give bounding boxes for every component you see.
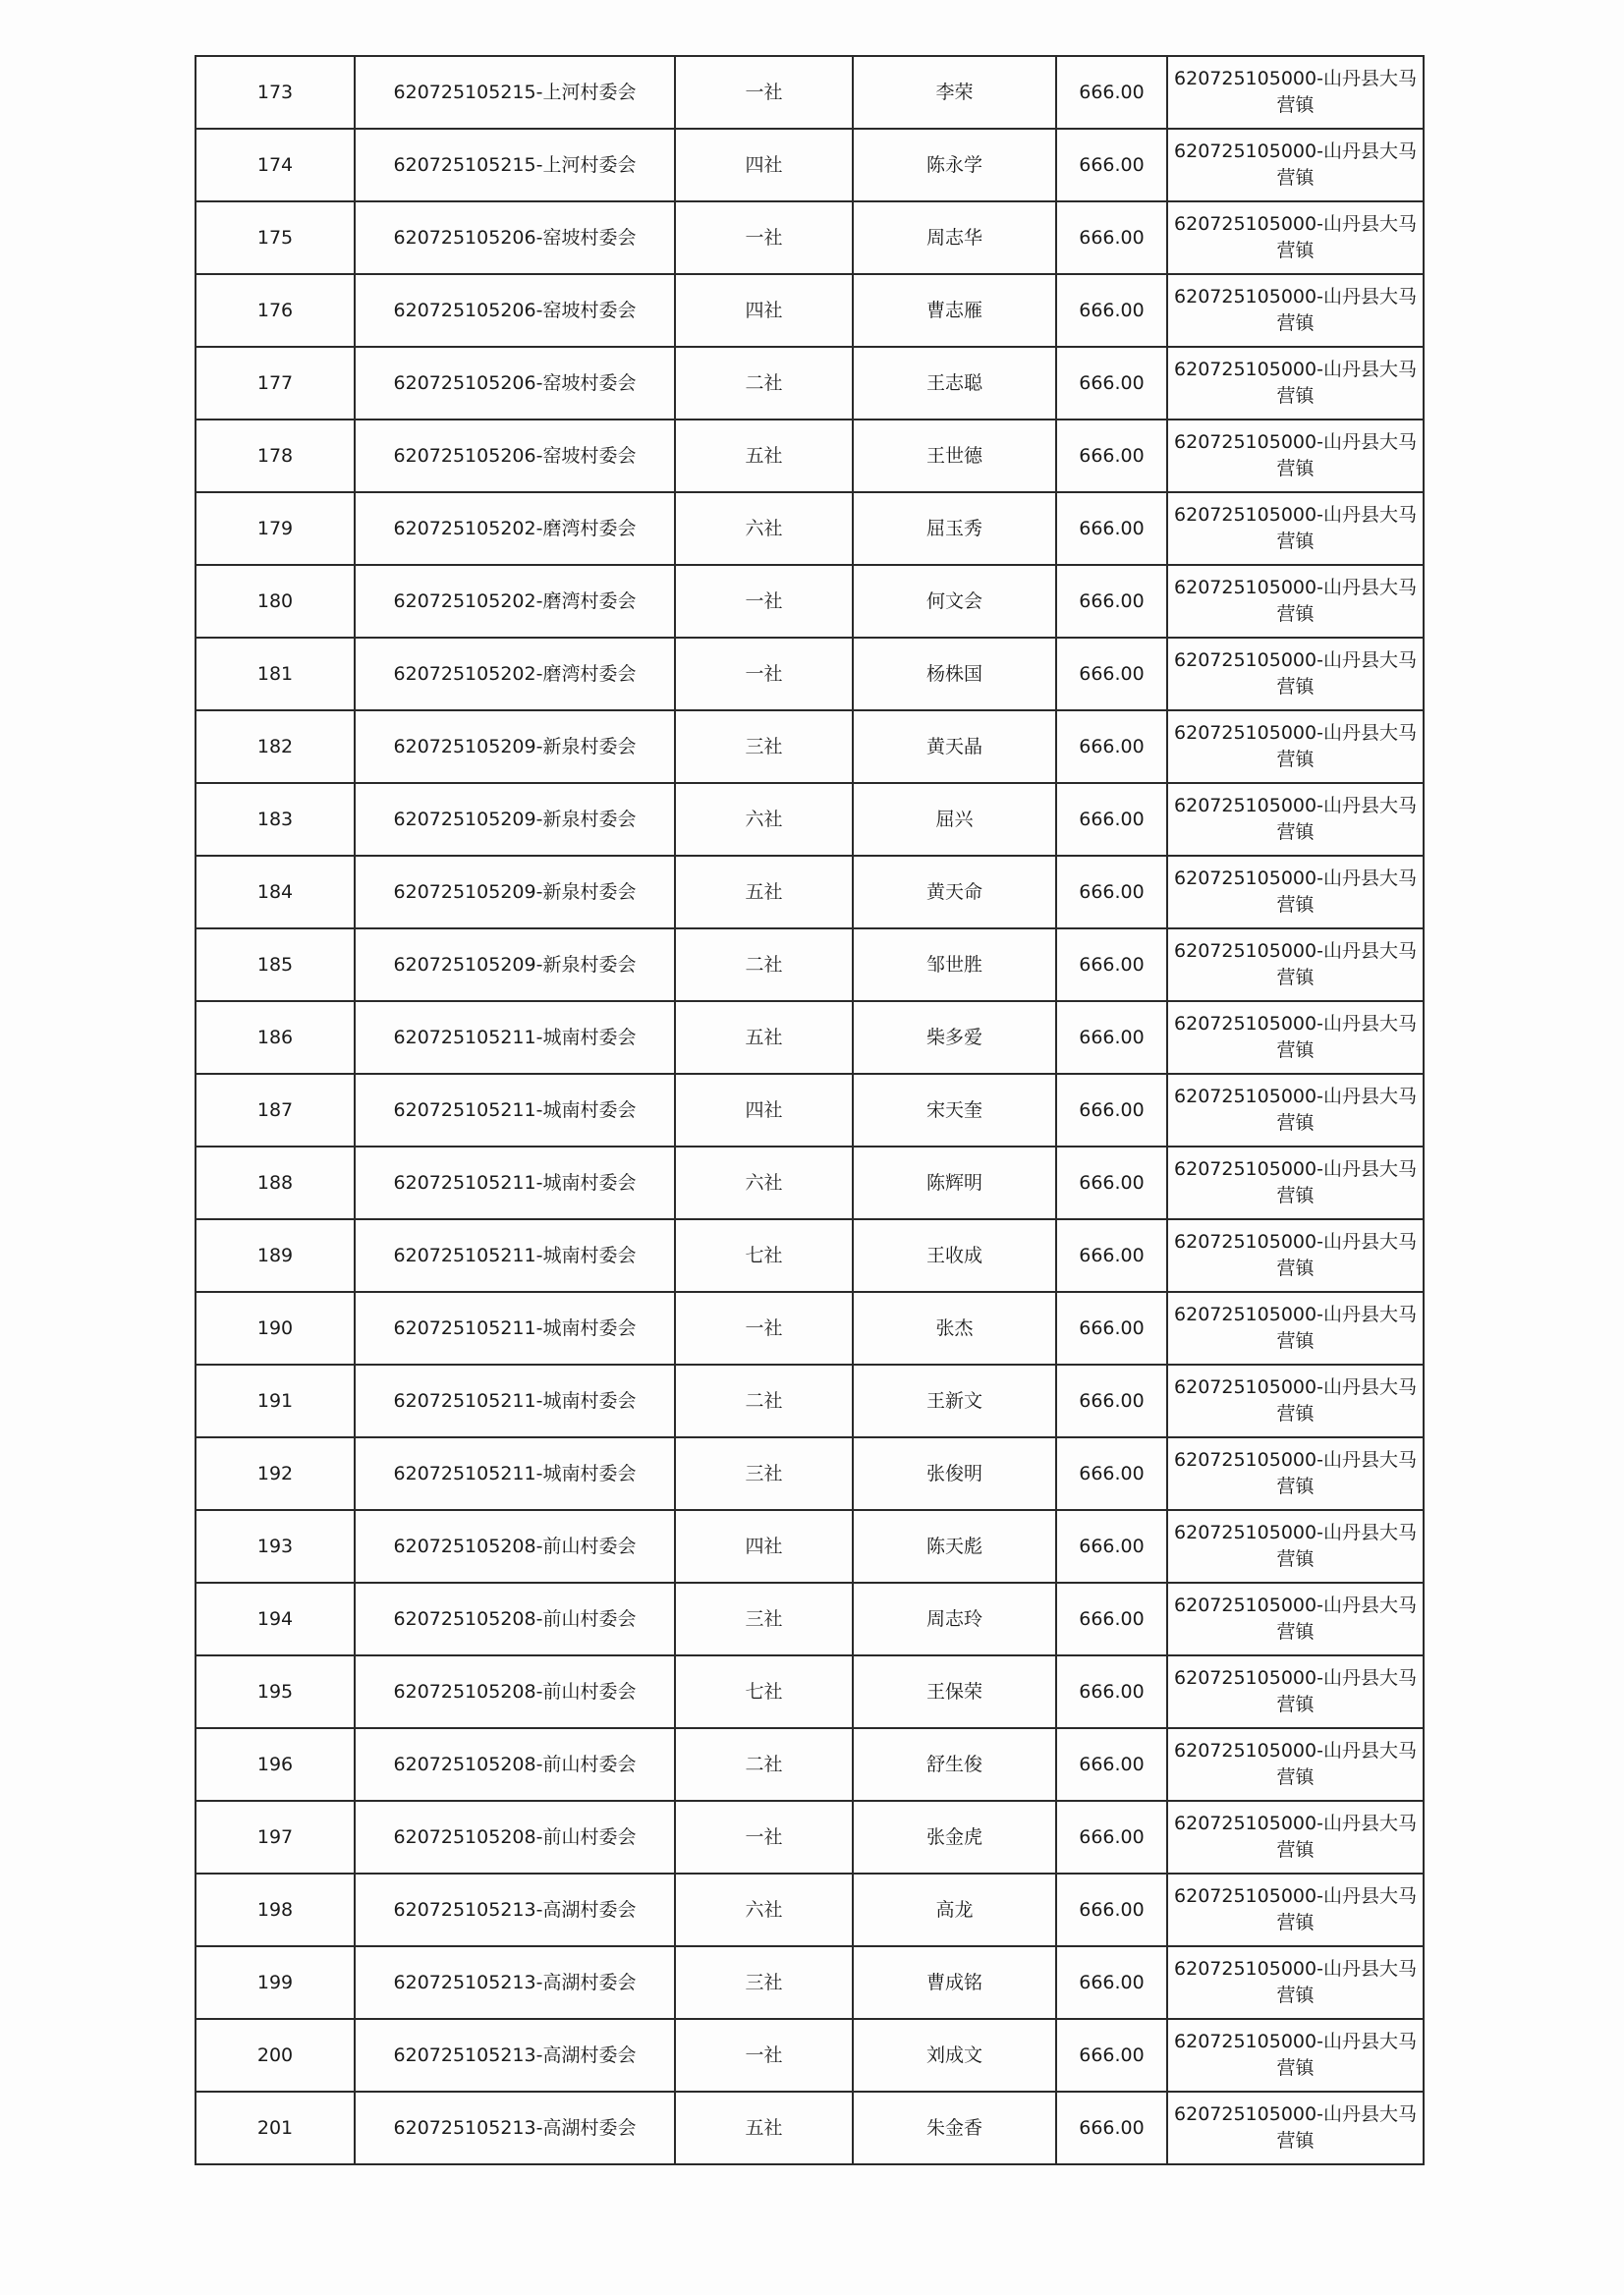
village-committee-cell: 620725105208-前山村委会 [355,1510,675,1583]
table-row [196,710,1424,783]
village-group-cell: 一社 [675,1292,853,1365]
amount-cell: 666.00 [1056,1147,1167,1219]
village-group-cell: 四社 [675,1074,853,1147]
row-number-cell: 200 [196,2019,355,2092]
township-code-line: 620725105000-山丹县大马 [1174,359,1417,380]
row-number-cell: 197 [196,1801,355,1874]
village-committee-cell: 620725105202-磨湾村委会 [355,492,675,565]
village-committee-cell: 620725105209-新泉村委会 [355,928,675,1001]
township-cell [1167,783,1424,856]
amount-cell: 666.00 [1056,1801,1167,1874]
township-code-line: 620725105000-山丹县大马 [1174,2031,1417,2052]
amount-cell: 666.00 [1056,856,1167,928]
village-committee-cell: 620725105206-窑坡村委会 [355,347,675,420]
township-code-line: 620725105000-山丹县大马 [1174,1667,1417,1689]
township-code-line: 620725105000-山丹县大马 [1174,577,1417,598]
amount-cell: 666.00 [1056,129,1167,201]
table-row [196,1365,1424,1437]
village-committee-cell: 620725105206-窑坡村委会 [355,420,675,492]
township-code-line: 620725105000-山丹县大马 [1174,68,1417,89]
row-number-cell: 184 [196,856,355,928]
village-group-cell: 五社 [675,856,853,928]
row-number-cell: 191 [196,1365,355,1437]
amount-cell: 666.00 [1056,420,1167,492]
village-group-cell: 一社 [675,2019,853,2092]
village-committee-cell: 620725105208-前山村委会 [355,1728,675,1801]
amount-cell: 666.00 [1056,1874,1167,1946]
township-code-line: 620725105000-山丹县大马 [1174,1958,1417,1980]
township-code-line: 620725105000-山丹县大马 [1174,2103,1417,2125]
amount-cell: 666.00 [1056,2092,1167,2164]
village-group-cell: 二社 [675,1728,853,1801]
row-number-cell: 190 [196,1292,355,1365]
person-name-cell: 陈辉明 [853,1147,1056,1219]
village-group-cell: 一社 [675,565,853,638]
table-row [196,1437,1424,1510]
township-suffix-line: 营镇 [1276,1476,1315,1497]
row-number-cell: 195 [196,1655,355,1728]
village-group-cell: 五社 [675,2092,853,2164]
township-suffix-line: 营镇 [1276,1258,1315,1279]
person-name-cell: 何文会 [853,565,1056,638]
table-row [196,1946,1424,2019]
table-row [196,347,1424,420]
village-committee-cell: 620725105209-新泉村委会 [355,710,675,783]
township-cell [1167,1001,1424,1074]
row-number-cell: 199 [196,1946,355,2019]
village-committee-cell: 620725105211-城南村委会 [355,1074,675,1147]
township-code-line: 620725105000-山丹县大马 [1174,1376,1417,1398]
township-code-line: 620725105000-山丹县大马 [1174,1231,1417,1253]
village-group-cell: 三社 [675,710,853,783]
township-code-line: 620725105000-山丹县大马 [1174,1740,1417,1762]
village-group-cell: 六社 [675,492,853,565]
village-committee-cell: 620725105208-前山村委会 [355,1801,675,1874]
village-committee-cell: 620725105202-磨湾村委会 [355,638,675,710]
table-row [196,56,1424,129]
village-committee-cell: 620725105208-前山村委会 [355,1655,675,1728]
table-row [196,274,1424,347]
table-row [196,492,1424,565]
table-row [196,856,1424,928]
township-suffix-line: 营镇 [1276,1839,1315,1861]
township-suffix-line: 营镇 [1276,1912,1315,1933]
township-suffix-line: 营镇 [1276,531,1315,552]
township-code-line: 620725105000-山丹县大马 [1174,431,1417,453]
village-committee-cell: 620725105213-高湖村委会 [355,2092,675,2164]
amount-cell: 666.00 [1056,1074,1167,1147]
row-number-cell: 174 [196,129,355,201]
township-code-line: 620725105000-山丹县大马 [1174,1449,1417,1471]
village-group-cell: 二社 [675,1365,853,1437]
township-suffix-line: 营镇 [1276,2057,1315,2079]
person-name-cell: 周志玲 [853,1583,1056,1655]
township-suffix-line: 营镇 [1276,1112,1315,1134]
person-name-cell: 杨株国 [853,638,1056,710]
row-number-cell: 189 [196,1219,355,1292]
village-committee-cell: 620725105211-城南村委会 [355,1219,675,1292]
village-group-cell: 三社 [675,1437,853,1510]
person-name-cell: 宋天奎 [853,1074,1056,1147]
village-committee-cell: 620725105206-窑坡村委会 [355,201,675,274]
roster-table-body [196,56,1424,2164]
amount-cell: 666.00 [1056,492,1167,565]
township-code-line: 620725105000-山丹县大马 [1174,286,1417,308]
village-group-cell: 六社 [675,1147,853,1219]
table-row [196,420,1424,492]
township-suffix-line: 营镇 [1276,1330,1315,1352]
table-row [196,928,1424,1001]
person-name-cell: 柴多爱 [853,1001,1056,1074]
village-group-cell: 六社 [675,783,853,856]
village-group-cell: 三社 [675,1583,853,1655]
person-name-cell: 张金虎 [853,1801,1056,1874]
table-row [196,1001,1424,1074]
township-cell [1167,347,1424,420]
person-name-cell: 王志聪 [853,347,1056,420]
person-name-cell: 曹成铭 [853,1946,1056,2019]
amount-cell: 666.00 [1056,2019,1167,2092]
person-name-cell: 王世德 [853,420,1056,492]
village-group-cell: 一社 [675,56,853,129]
township-code-line: 620725105000-山丹县大马 [1174,140,1417,162]
township-cell [1167,1437,1424,1510]
row-number-cell: 194 [196,1583,355,1655]
table-row [196,1510,1424,1583]
amount-cell: 666.00 [1056,1728,1167,1801]
township-code-line: 620725105000-山丹县大马 [1174,1813,1417,1834]
township-code-line: 620725105000-山丹县大马 [1174,868,1417,889]
person-name-cell: 周志华 [853,201,1056,274]
person-name-cell: 屈兴 [853,783,1056,856]
row-number-cell: 198 [196,1874,355,1946]
table-row [196,1728,1424,1801]
township-suffix-line: 营镇 [1276,458,1315,479]
village-committee-cell: 620725105209-新泉村委会 [355,856,675,928]
person-name-cell: 邹世胜 [853,928,1056,1001]
village-committee-cell: 620725105213-高湖村委会 [355,2019,675,2092]
township-code-line: 620725105000-山丹县大马 [1174,722,1417,744]
table-row [196,2019,1424,2092]
amount-cell: 666.00 [1056,1583,1167,1655]
amount-cell: 666.00 [1056,347,1167,420]
township-suffix-line: 营镇 [1276,749,1315,770]
row-number-cell: 186 [196,1001,355,1074]
village-group-cell: 一社 [675,638,853,710]
village-committee-cell: 620725105215-上河村委会 [355,56,675,129]
township-suffix-line: 营镇 [1276,894,1315,916]
row-number-cell: 179 [196,492,355,565]
amount-cell: 666.00 [1056,565,1167,638]
village-group-cell: 五社 [675,420,853,492]
row-number-cell: 175 [196,201,355,274]
table-row [196,129,1424,201]
township-code-line: 620725105000-山丹县大马 [1174,1522,1417,1543]
township-suffix-line: 营镇 [1276,94,1315,116]
subsidy-roster-table [195,55,1425,2165]
row-number-cell: 185 [196,928,355,1001]
village-committee-cell: 620725105213-高湖村委会 [355,1874,675,1946]
village-group-cell: 四社 [675,274,853,347]
township-code-line: 620725105000-山丹县大马 [1174,1013,1417,1035]
table-row [196,1583,1424,1655]
person-name-cell: 舒生俊 [853,1728,1056,1801]
amount-cell: 666.00 [1056,1365,1167,1437]
table-row [196,783,1424,856]
row-number-cell: 182 [196,710,355,783]
amount-cell: 666.00 [1056,56,1167,129]
township-cell [1167,129,1424,201]
township-cell [1167,1292,1424,1365]
table-row [196,1147,1424,1219]
person-name-cell: 刘成文 [853,2019,1056,2092]
village-group-cell: 三社 [675,1946,853,2019]
amount-cell: 666.00 [1056,1655,1167,1728]
row-number-cell: 178 [196,420,355,492]
township-code-line: 620725105000-山丹县大马 [1174,795,1417,816]
township-suffix-line: 营镇 [1276,676,1315,698]
township-code-line: 620725105000-山丹县大马 [1174,1885,1417,1907]
township-cell [1167,56,1424,129]
village-group-cell: 四社 [675,1510,853,1583]
township-code-line: 620725105000-山丹县大马 [1174,504,1417,526]
township-cell [1167,1801,1424,1874]
township-cell [1167,274,1424,347]
township-suffix-line: 营镇 [1276,967,1315,988]
person-name-cell: 黄天命 [853,856,1056,928]
township-code-line: 620725105000-山丹县大马 [1174,1086,1417,1107]
township-suffix-line: 营镇 [1276,603,1315,625]
township-cell [1167,856,1424,928]
table-row [196,565,1424,638]
township-code-line: 620725105000-山丹县大马 [1174,1158,1417,1180]
township-cell [1167,1874,1424,1946]
row-number-cell: 192 [196,1437,355,1510]
village-group-cell: 二社 [675,347,853,420]
table-row [196,1292,1424,1365]
village-committee-cell: 620725105208-前山村委会 [355,1583,675,1655]
township-code-line: 620725105000-山丹县大马 [1174,1595,1417,1616]
township-suffix-line: 营镇 [1276,312,1315,334]
township-code-line: 620725105000-山丹县大马 [1174,213,1417,235]
row-number-cell: 193 [196,1510,355,1583]
township-cell [1167,1510,1424,1583]
table-row [196,201,1424,274]
township-suffix-line: 营镇 [1276,1985,1315,2006]
township-code-line: 620725105000-山丹县大马 [1174,1304,1417,1325]
township-suffix-line: 营镇 [1276,240,1315,261]
village-group-cell: 二社 [675,928,853,1001]
row-number-cell: 177 [196,347,355,420]
person-name-cell: 陈天彪 [853,1510,1056,1583]
village-committee-cell: 620725105202-磨湾村委会 [355,565,675,638]
township-cell [1167,201,1424,274]
person-name-cell: 朱金香 [853,2092,1056,2164]
village-group-cell: 一社 [675,201,853,274]
person-name-cell: 李荣 [853,56,1056,129]
row-number-cell: 188 [196,1147,355,1219]
township-cell [1167,1147,1424,1219]
amount-cell: 666.00 [1056,928,1167,1001]
township-cell [1167,1728,1424,1801]
township-suffix-line: 营镇 [1276,2130,1315,2152]
person-name-cell: 高龙 [853,1874,1056,1946]
village-committee-cell: 620725105211-城南村委会 [355,1147,675,1219]
township-suffix-line: 营镇 [1276,1766,1315,1788]
amount-cell: 666.00 [1056,1219,1167,1292]
table-row [196,1655,1424,1728]
table-row [196,638,1424,710]
person-name-cell: 屈玉秀 [853,492,1056,565]
village-committee-cell: 620725105211-城南村委会 [355,1292,675,1365]
row-number-cell: 173 [196,56,355,129]
village-group-cell: 一社 [675,1801,853,1874]
township-cell [1167,928,1424,1001]
amount-cell: 666.00 [1056,710,1167,783]
township-cell [1167,1074,1424,1147]
township-suffix-line: 营镇 [1276,167,1315,189]
table-row [196,2092,1424,2164]
township-cell [1167,1655,1424,1728]
township-cell [1167,710,1424,783]
township-suffix-line: 营镇 [1276,385,1315,407]
row-number-cell: 196 [196,1728,355,1801]
person-name-cell: 张杰 [853,1292,1056,1365]
amount-cell: 666.00 [1056,783,1167,856]
person-name-cell: 陈永学 [853,129,1056,201]
amount-cell: 666.00 [1056,201,1167,274]
person-name-cell: 曹志雁 [853,274,1056,347]
amount-cell: 666.00 [1056,1292,1167,1365]
township-cell [1167,420,1424,492]
village-committee-cell: 620725105211-城南村委会 [355,1365,675,1437]
village-committee-cell: 620725105215-上河村委会 [355,129,675,201]
table-row [196,1074,1424,1147]
township-suffix-line: 营镇 [1276,1621,1315,1643]
row-number-cell: 183 [196,783,355,856]
township-suffix-line: 营镇 [1276,1403,1315,1425]
table-row [196,1801,1424,1874]
township-suffix-line: 营镇 [1276,1039,1315,1061]
row-number-cell: 180 [196,565,355,638]
village-group-cell: 七社 [675,1655,853,1728]
amount-cell: 666.00 [1056,638,1167,710]
village-committee-cell: 620725105209-新泉村委会 [355,783,675,856]
amount-cell: 666.00 [1056,1946,1167,2019]
township-code-line: 620725105000-山丹县大马 [1174,940,1417,962]
village-group-cell: 四社 [675,129,853,201]
township-suffix-line: 营镇 [1276,1694,1315,1715]
village-committee-cell: 620725105211-城南村委会 [355,1001,675,1074]
township-cell [1167,492,1424,565]
amount-cell: 666.00 [1056,1437,1167,1510]
row-number-cell: 181 [196,638,355,710]
person-name-cell: 王新文 [853,1365,1056,1437]
village-group-cell: 七社 [675,1219,853,1292]
township-cell [1167,565,1424,638]
village-group-cell: 五社 [675,1001,853,1074]
township-suffix-line: 营镇 [1276,1185,1315,1206]
township-cell [1167,1946,1424,2019]
township-code-line: 620725105000-山丹县大马 [1174,649,1417,671]
village-committee-cell: 620725105213-高湖村委会 [355,1946,675,2019]
township-cell [1167,1219,1424,1292]
person-name-cell: 王收成 [853,1219,1056,1292]
person-name-cell: 黄天晶 [853,710,1056,783]
row-number-cell: 187 [196,1074,355,1147]
amount-cell: 666.00 [1056,274,1167,347]
table-row [196,1874,1424,1946]
township-cell [1167,2019,1424,2092]
township-cell [1167,1365,1424,1437]
table-row [196,1219,1424,1292]
township-cell [1167,2092,1424,2164]
township-cell [1167,1583,1424,1655]
village-committee-cell: 620725105211-城南村委会 [355,1437,675,1510]
village-committee-cell: 620725105206-窑坡村委会 [355,274,675,347]
township-suffix-line: 营镇 [1276,821,1315,843]
township-suffix-line: 营镇 [1276,1548,1315,1570]
person-name-cell: 张俊明 [853,1437,1056,1510]
village-group-cell: 六社 [675,1874,853,1946]
row-number-cell: 176 [196,274,355,347]
township-cell [1167,638,1424,710]
row-number-cell: 201 [196,2092,355,2164]
amount-cell: 666.00 [1056,1001,1167,1074]
person-name-cell: 王保荣 [853,1655,1056,1728]
amount-cell: 666.00 [1056,1510,1167,1583]
